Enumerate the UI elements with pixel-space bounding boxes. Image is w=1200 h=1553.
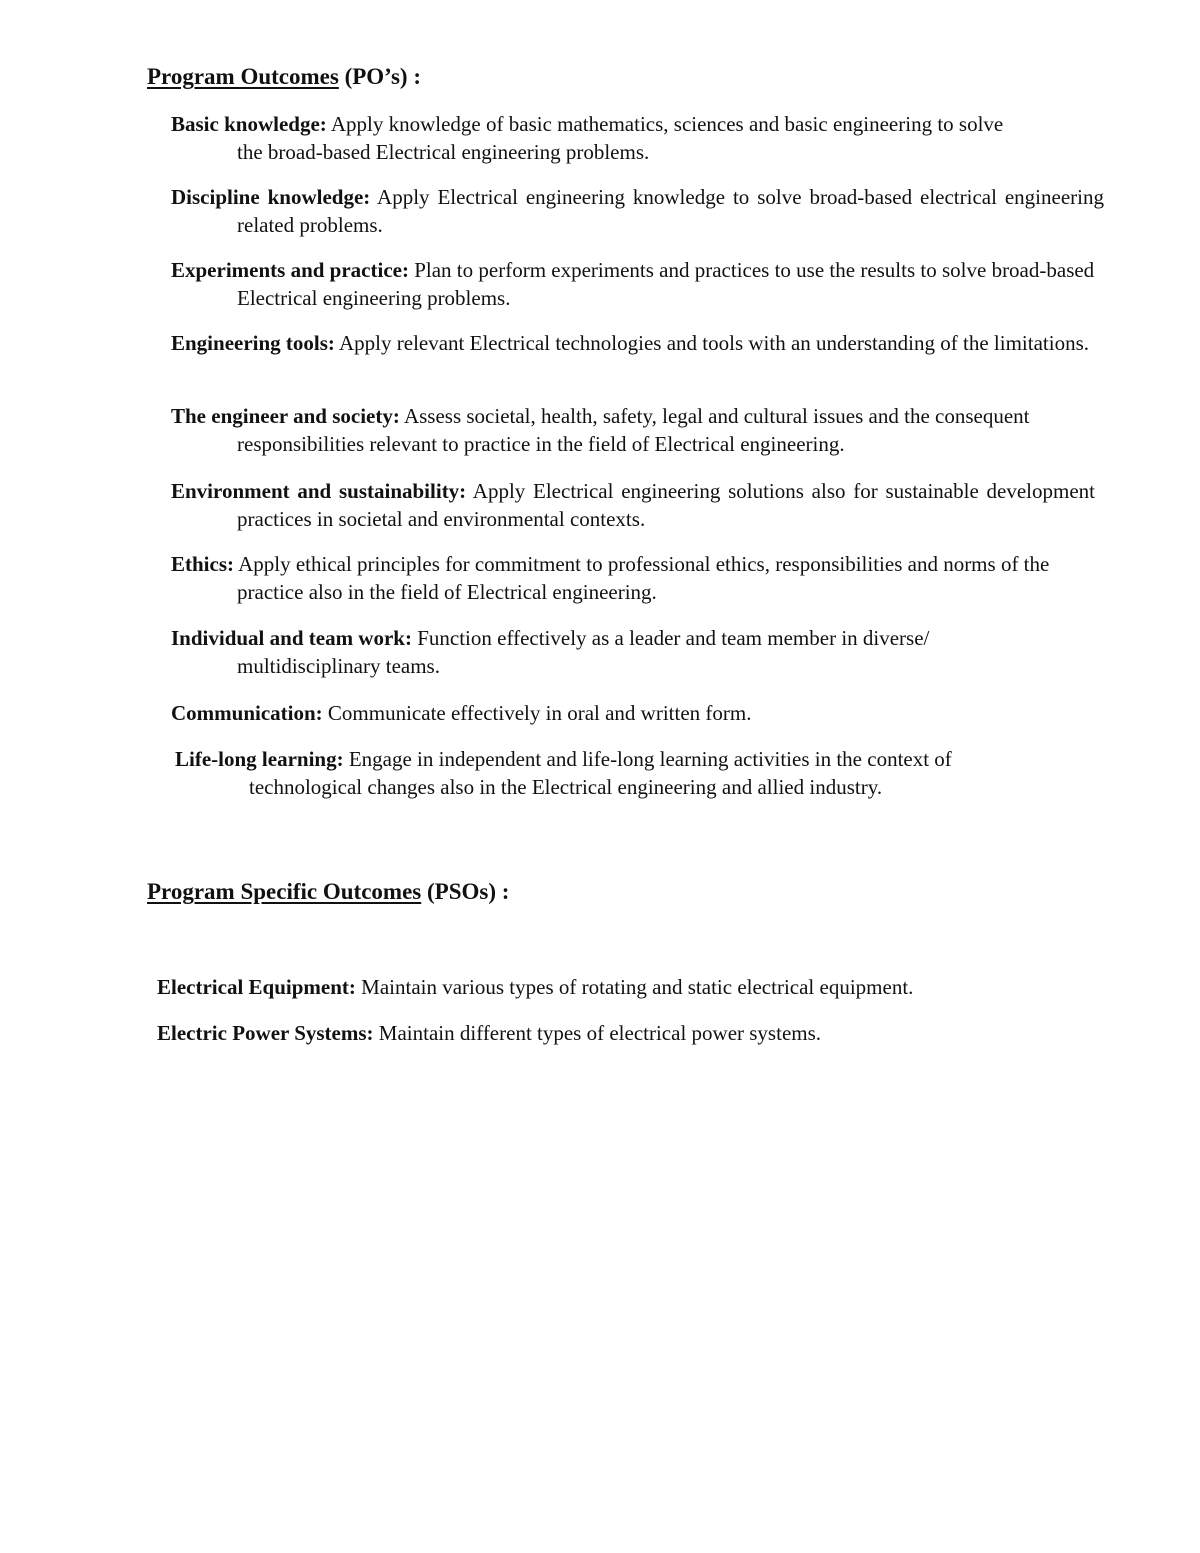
pso-heading-title: Program Specific Outcomes bbox=[147, 879, 422, 904]
po-item bbox=[171, 257, 1107, 312]
po-term: Engineering tools: bbox=[171, 331, 335, 355]
po-term: Basic knowledge: bbox=[171, 112, 327, 136]
po-heading bbox=[147, 63, 421, 91]
po-term: Discipline knowledge: bbox=[171, 185, 371, 209]
pso-text: Maintain various types of rotating and static electrical equipment. bbox=[355, 975, 914, 999]
po-term: The engineer and society: bbox=[171, 404, 400, 428]
po-item bbox=[171, 625, 1052, 680]
po-text: Assess societal, health, safety, legal and cultural issues and the consequent responsibilities relevant to practice in the field of Electrical engineering. bbox=[237, 404, 1030, 456]
pso-item bbox=[157, 1020, 821, 1048]
po-text: Apply relevant Electrical technologies and tools with an understanding of the limitations. bbox=[334, 331, 1089, 355]
pso-term: Electrical Equipment: bbox=[157, 975, 356, 999]
po-text: Apply ethical principles for commitment to professional ethics, responsibilities and norms of the practice also in the field of Electrical engineering. bbox=[234, 552, 1050, 604]
po-item bbox=[171, 700, 1107, 728]
po-text: Engage in independent and life-long learning activities in the context of technological changes also in the Electrical engineering and allied industry. bbox=[249, 747, 952, 799]
po-item bbox=[175, 746, 1059, 801]
pso-heading-suffix: (PSOs) : bbox=[421, 879, 510, 904]
po-item bbox=[171, 551, 1107, 606]
po-term: Ethics: bbox=[171, 552, 234, 576]
po-item bbox=[171, 184, 1104, 239]
pso-text: Maintain different types of electrical power systems. bbox=[373, 1021, 822, 1045]
pso-term: Electric Power Systems: bbox=[157, 1021, 374, 1045]
po-term: Life-long learning: bbox=[175, 747, 344, 771]
po-text: Apply knowledge of basic mathematics, sciences and basic engineering to solve the broad-based Electrical engineering problems. bbox=[237, 112, 1004, 164]
po-item bbox=[171, 330, 1117, 358]
po-item bbox=[171, 403, 1122, 458]
po-item bbox=[171, 111, 1007, 166]
po-term: Individual and team work: bbox=[171, 626, 412, 650]
po-text: Apply Electrical engineering solutions also for sustainable development practices in societal and environmental contexts. bbox=[237, 479, 1095, 531]
po-text: Apply Electrical engineering knowledge to solve broad-based electrical engineering related problems. bbox=[237, 185, 1104, 237]
po-text: Function effectively as a leader and team member in diverse/ multidisciplinary teams. bbox=[237, 626, 930, 678]
pso-item bbox=[157, 974, 913, 1002]
po-term: Communication: bbox=[171, 701, 323, 725]
pso-heading bbox=[147, 878, 509, 906]
po-heading-suffix: (PO’s) : bbox=[338, 64, 422, 89]
po-heading-title: Program Outcomes bbox=[147, 64, 339, 89]
po-term: Experiments and practice: bbox=[171, 258, 409, 282]
po-text: Plan to perform experiments and practices to use the results to solve broad-based Electrical engineering problems. bbox=[237, 258, 1095, 310]
po-term: Environment and sustainability: bbox=[171, 479, 467, 503]
po-item bbox=[171, 478, 1095, 533]
po-text: Communicate effectively in oral and written form. bbox=[322, 701, 752, 725]
